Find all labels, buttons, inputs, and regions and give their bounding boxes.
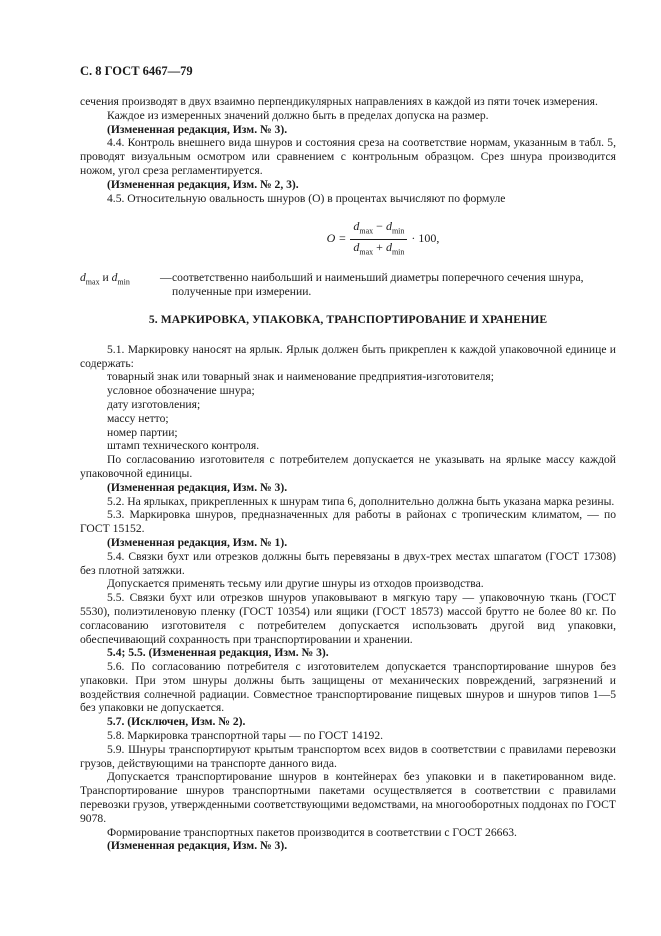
- formula-subscript: max: [85, 277, 100, 287]
- variable-dash: —: [160, 271, 172, 285]
- paragraph: 4.5. Относительную овальность шнуров (О) в процентах вычисляют по формуле: [107, 191, 506, 205]
- paragraph: 5.3. Маркировка шнуров, предназначенных для работы в районах с тропическим климатом, — по ГОСТ 15152.: [80, 508, 616, 536]
- list-item: номер партии;: [107, 425, 178, 439]
- formula-subscript: min: [391, 247, 405, 257]
- paragraph: 5.9. Шнуры транспортируют крытым транспортом всех видов в соответствии с правилами перевозки грузов, действующими на транспорте данного вида.: [80, 742, 616, 770]
- list-item: товарный знак или товарный знак и наименование предприятия-изготовителя;: [107, 370, 494, 384]
- paragraph: Допускается транспортирование шнуров в контейнерах без упаковки и в пакетированном виде. Транспортирование шнуров транспортными пакетами осуществляется в соответствии с правилами перевозки грузов, утвержденными соответствующими ведомствами, на многооборотных поддонах по ГОСТ 9078.: [80, 770, 616, 825]
- paragraph: 5.6. По согласованию потребителя с изготовителем допускается транспортирование шнуров без упаковки. При этом шнуры должны быть защищены от механических повреждений, загрязнений и воздействия солнечной радиации. Совместное транспортирование пищевых шнуров и шнуров типов 1—5 без упаковки не допускается.: [80, 660, 616, 715]
- amendment-note: 5.7. (Исключен, Изм. № 2).: [107, 715, 246, 729]
- formula-symbol: d: [385, 218, 392, 233]
- paragraph: 5.2. На ярлыках, прикрепленных к шнурам типа 6, дополнительно должна быть указана марка резины.: [107, 494, 615, 508]
- paragraph: 5.1. Маркировку наносят на ярлык. Ярлык должен быть прикреплен к каждой упаковочной единице и содержать:: [80, 342, 616, 370]
- variable-description: [172, 271, 616, 299]
- amendment-note: (Измененная редакция, Изм. № 3).: [107, 839, 288, 853]
- list-item: штамп технического контроля.: [107, 439, 260, 453]
- amendment-note: (Измененная редакция, Изм. № 3).: [107, 122, 288, 136]
- paragraph: 4.4. Контроль внешнего вида шнуров и состояния среза на соответствие нормам, указанным в табл. 5, проводят визуальным осмотром или сравнением с контрольным образцом. Срез шнура производится ножом, угол среза регламентируется.: [80, 136, 616, 177]
- formula-tail: · 100,: [411, 231, 440, 246]
- paragraph: 5.8. Маркировка транспортной тары — по ГОСТ 14192.: [107, 729, 384, 743]
- conjunction: и: [99, 271, 112, 285]
- formula-fraction: [350, 220, 407, 259]
- formula-symbol: d: [111, 271, 118, 285]
- amendment-note: (Измененная редакция, Изм. № 1).: [107, 535, 288, 549]
- list-item: массу нетто;: [107, 411, 169, 425]
- amendment-note: (Измененная редакция, Изм. № 3).: [107, 480, 288, 494]
- paragraph: сечения производят в двух взаимно перпендикулярных направлениях в каждой из пяти точек измерения.: [80, 95, 598, 108]
- formula-operator: −: [373, 218, 386, 233]
- paragraph: 5.5. Связки бухт или отрезков шнуров упаковывают в мягкую тару — упаковочную ткань (ГОСТ 5530), полиэтиленовую пленку (ГОСТ 10354) или ящики (ГОСТ 18573) массой брутто не более 80 кг. По согласованию изготовителя с потребителем допускается использовать другой вид упаковки, обеспечивающий сохранность при транспортировании и хранении.: [80, 591, 616, 646]
- ovality-formula: [150, 218, 616, 257]
- page-header: С. 8 ГОСТ 6467—79: [80, 64, 193, 78]
- formula-subscript: max: [359, 247, 374, 257]
- paragraph: По согласованию изготовителя с потребителем допускается не указывать на ярлыке массу каждой упаковочной единицы.: [80, 453, 616, 480]
- document-body: [80, 95, 616, 853]
- formula-subscript: min: [391, 226, 405, 236]
- list-item: условное обозначение шнура;: [107, 384, 255, 398]
- list-item: дату изготовления;: [107, 397, 201, 411]
- amendment-note: 5.4; 5.5. (Измененная редакция, Изм. № 3).: [107, 646, 329, 660]
- formula-subscript: max: [359, 226, 374, 236]
- formula-denominator: [350, 240, 407, 259]
- formula-symbol: d: [80, 271, 86, 285]
- formula-subscript: min: [117, 277, 130, 287]
- paragraph: Формирование транспортных пакетов производится в соответствии с ГОСТ 26663.: [107, 825, 517, 839]
- formula-variables: [80, 271, 616, 299]
- formula-symbol: d: [353, 218, 360, 233]
- section-title: 5. МАРКИРОВКА, УПАКОВКА, ТРАНСПОРТИРОВАНИЕ И ХРАНЕНИЕ: [148, 312, 548, 326]
- formula-numerator: [350, 220, 407, 240]
- formula-operator: +: [373, 239, 386, 254]
- paragraph: 5.4. Связки бухт или отрезков должны быть перевязаны в двух-трех местах шпагатом (ГОСТ 17308) без плотной затяжки.: [80, 549, 616, 577]
- variable-description-line: соответственно наибольший и наименьший диаметры поперечного сечения шнура,: [172, 271, 584, 285]
- paragraph: Каждое из измеренных значений должно быть в пределах допуска на размер.: [107, 108, 489, 122]
- variable-description-line: полученные при измерении.: [172, 285, 312, 299]
- variable-symbols: [80, 271, 160, 299]
- paragraph: Допускается применять тесьму или другие шнуры из отходов производства.: [107, 577, 484, 591]
- formula-symbol: d: [353, 239, 360, 254]
- formula-lhs: O =: [326, 231, 347, 246]
- amendment-note: (Измененная редакция, Изм. № 2, 3).: [107, 177, 299, 191]
- formula-symbol: d: [385, 239, 392, 254]
